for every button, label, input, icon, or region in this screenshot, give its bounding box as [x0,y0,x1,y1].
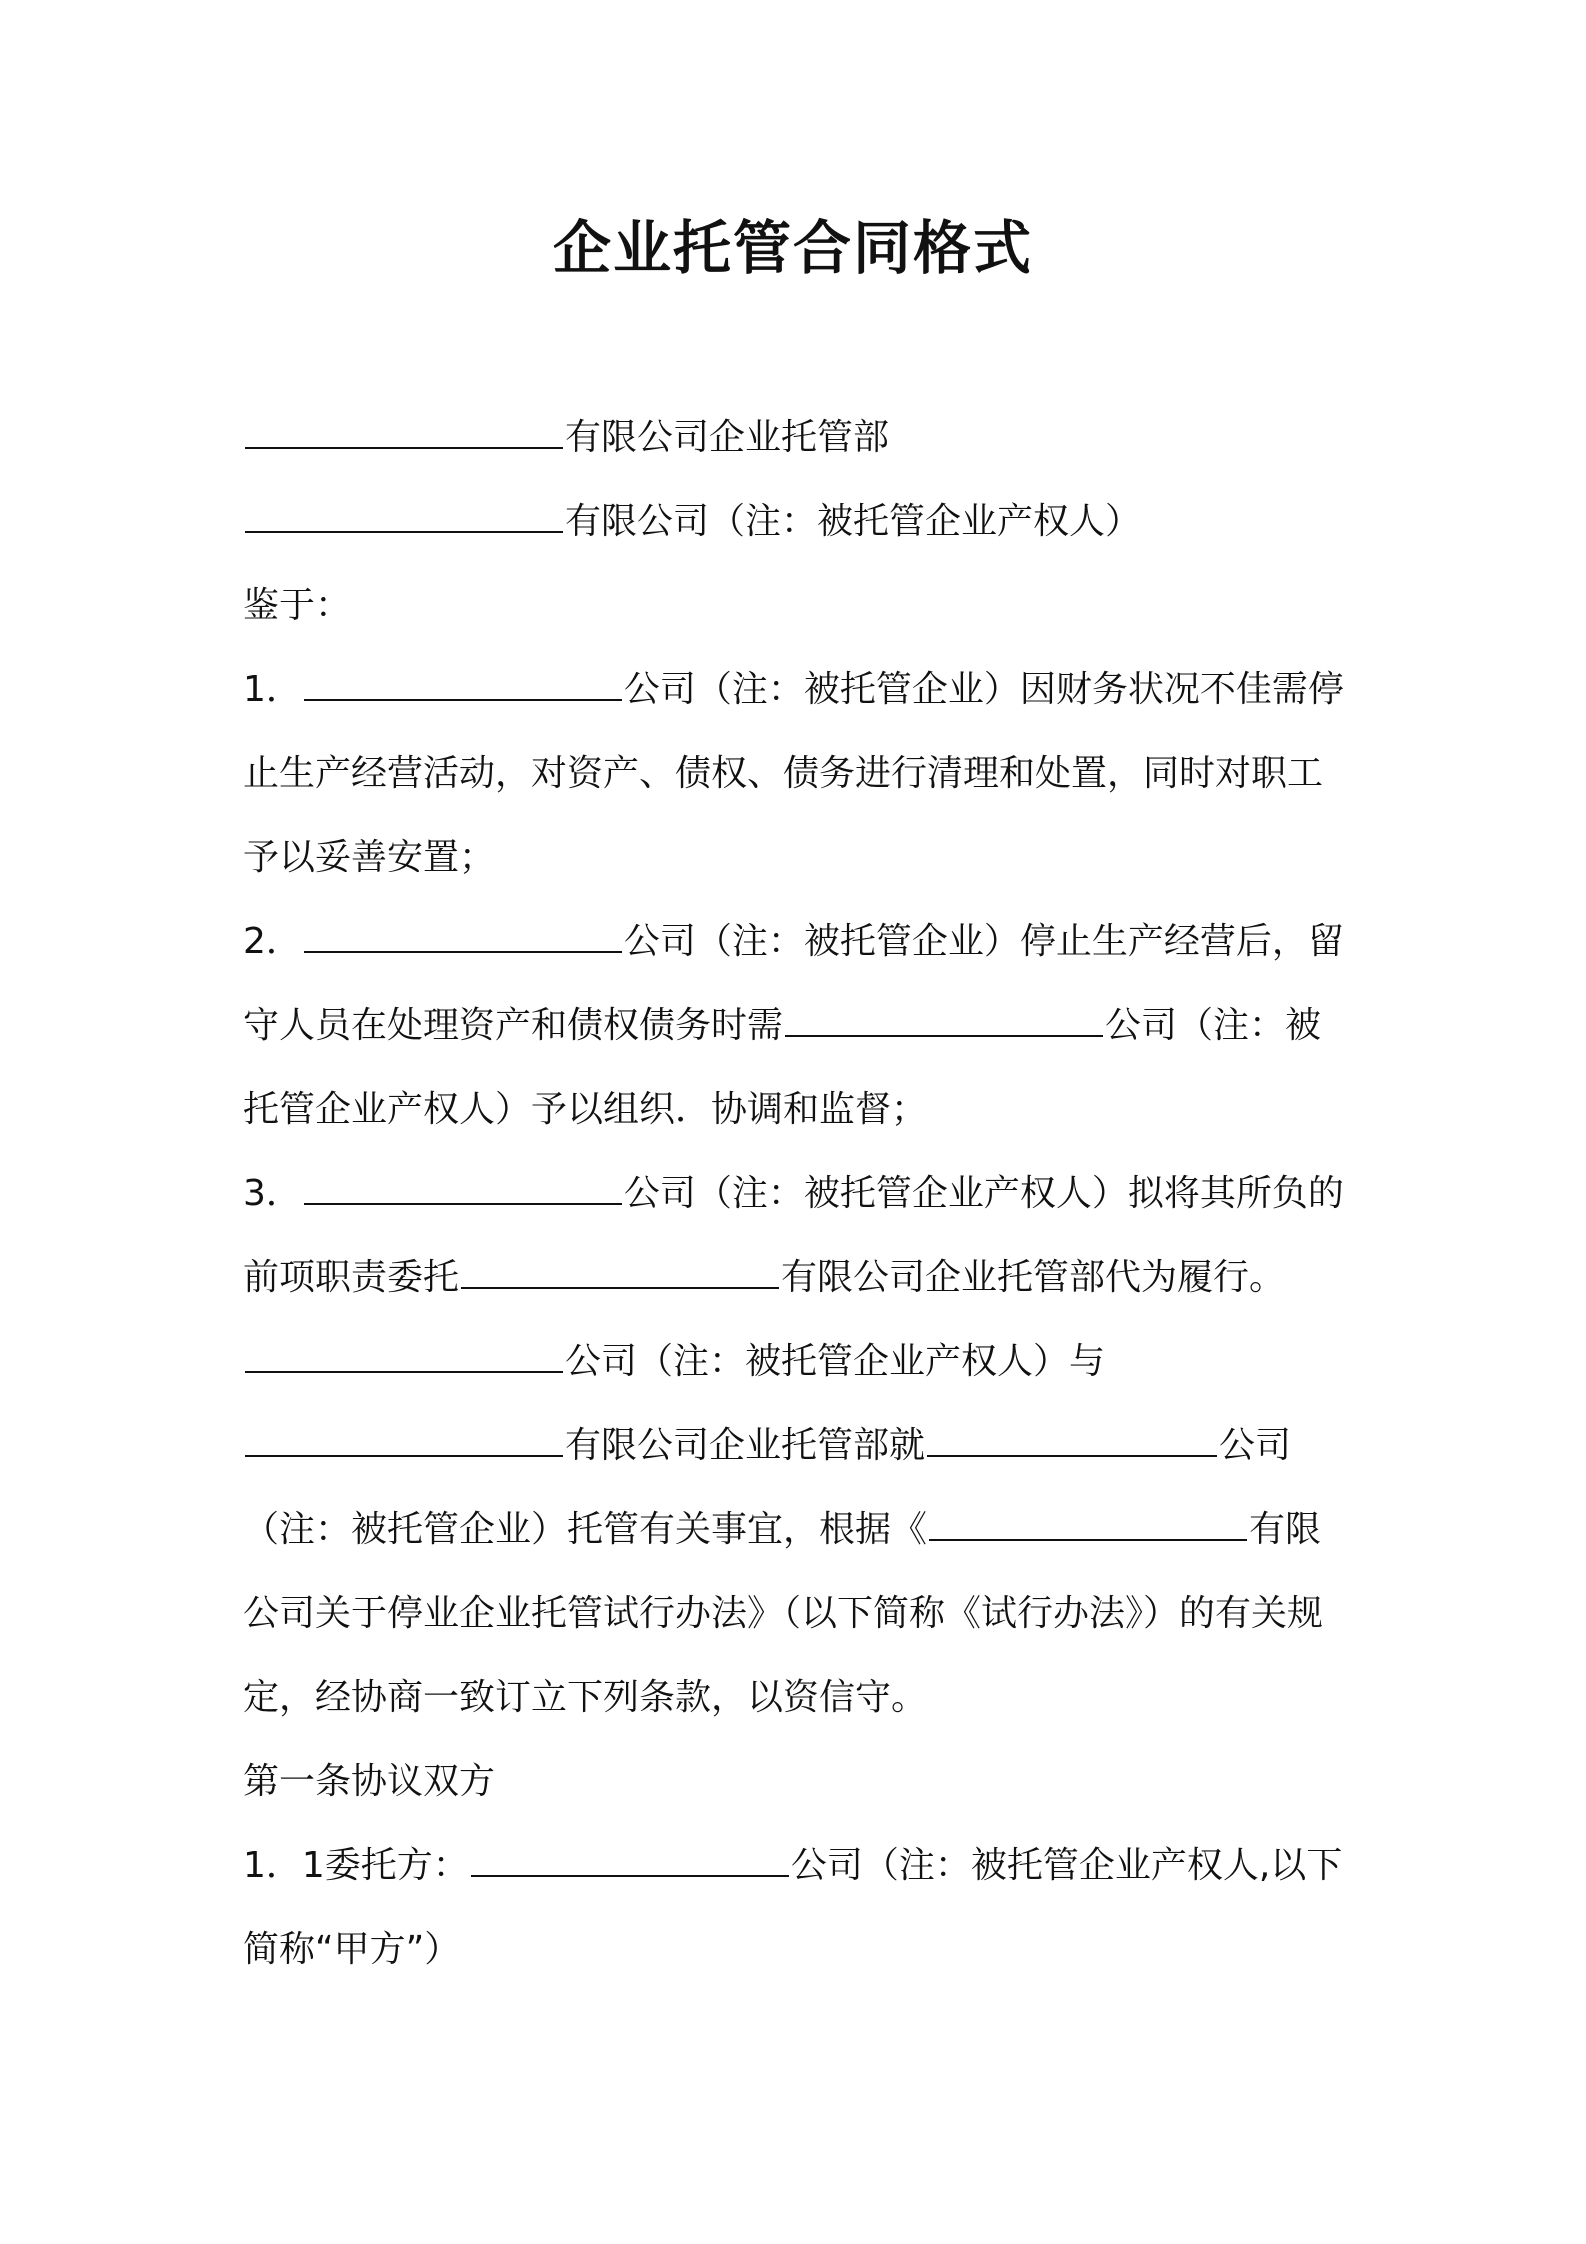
fill-blank[interactable] [785,1005,1103,1037]
item-number: 2． [243,921,302,962]
line-text: 1．1委托方： [243,1845,469,1886]
line-5 [243,732,1363,816]
fill-blank[interactable] [245,417,563,449]
line-text: 公司（注：被托管企业）因财务状况不佳需停 [623,669,1344,710]
line-text: 守人员在处理资产和债权债务时需 [243,1005,784,1046]
fill-blank[interactable] [304,1173,622,1205]
line-10 [243,1152,1363,1236]
fill-blank[interactable] [461,1257,779,1289]
line-6 [243,816,1363,900]
line-18 [243,1824,1363,1908]
line-text: 有限 [1249,1509,1322,1550]
line-text: 简称“甲方”） [243,1929,461,1970]
line-text: 公司（注：被托管企业产权人）与 [565,1341,1106,1382]
section-heading: 第一条协议双方 [243,1761,496,1802]
line-14 [243,1488,1363,1572]
line-7 [243,900,1363,984]
line-text: 予以妥善安置； [243,837,496,878]
line-text: 公司（注：被托管企业）停止生产经营后，留 [623,921,1344,962]
line-text: 有限公司企业托管部代为履行。 [781,1257,1286,1298]
line-12 [243,1320,1363,1404]
line-17 [243,1740,1363,1824]
item-number: 3． [243,1173,302,1214]
fill-blank[interactable] [245,1341,563,1373]
line-text: 公司关于停业企业托管试行办法》（以下简称《试行办法》）的有关规 [243,1593,1324,1634]
line-text: 有限公司（注：被托管企业产权人） [565,501,1142,542]
fill-blank[interactable] [471,1845,789,1877]
fill-blank[interactable] [929,1509,1247,1541]
line-19 [243,1908,1363,1992]
item-number: 1． [243,669,302,710]
fill-blank[interactable] [245,501,563,533]
line-13 [243,1404,1363,1488]
fill-blank[interactable] [245,1425,563,1457]
line-15 [243,1572,1363,1656]
line-text: 公司 [1219,1425,1292,1466]
line-11 [243,1236,1363,1320]
line-8 [243,984,1363,1068]
line-text: 公司（注：被 [1105,1005,1322,1046]
line-text: 定，经协商一致订立下列条款，以资信守。 [243,1677,928,1718]
line-text: 鉴于： [243,585,352,626]
fill-blank[interactable] [927,1425,1217,1457]
line-text: 前项职责委托 [243,1257,460,1298]
line-text: 有限公司企业托管部 [565,417,890,458]
line-text: 公司（注：被托管企业产权人,以下 [790,1845,1343,1886]
document-title: 企业托管合同格式 [552,214,1033,282]
line-1 [243,396,1363,480]
line-2 [243,480,1363,564]
line-text: 公司（注：被托管企业产权人）拟将其所负的 [623,1173,1344,1214]
line-4 [243,648,1363,732]
line-text: 止生产经营活动，对资产、债权、债务进行清理和处置，同时对职工 [243,753,1324,794]
line-9 [243,1068,1363,1152]
line-text: （注：被托管企业）托管有关事宜，根据《 [243,1509,928,1550]
fill-blank[interactable] [304,921,622,953]
line-16 [243,1656,1363,1740]
fill-blank[interactable] [304,669,622,701]
line-text: 有限公司企业托管部就 [565,1425,926,1466]
line-3 [243,564,1363,648]
line-text: 托管企业产权人）予以组织．协调和监督； [243,1089,928,1130]
